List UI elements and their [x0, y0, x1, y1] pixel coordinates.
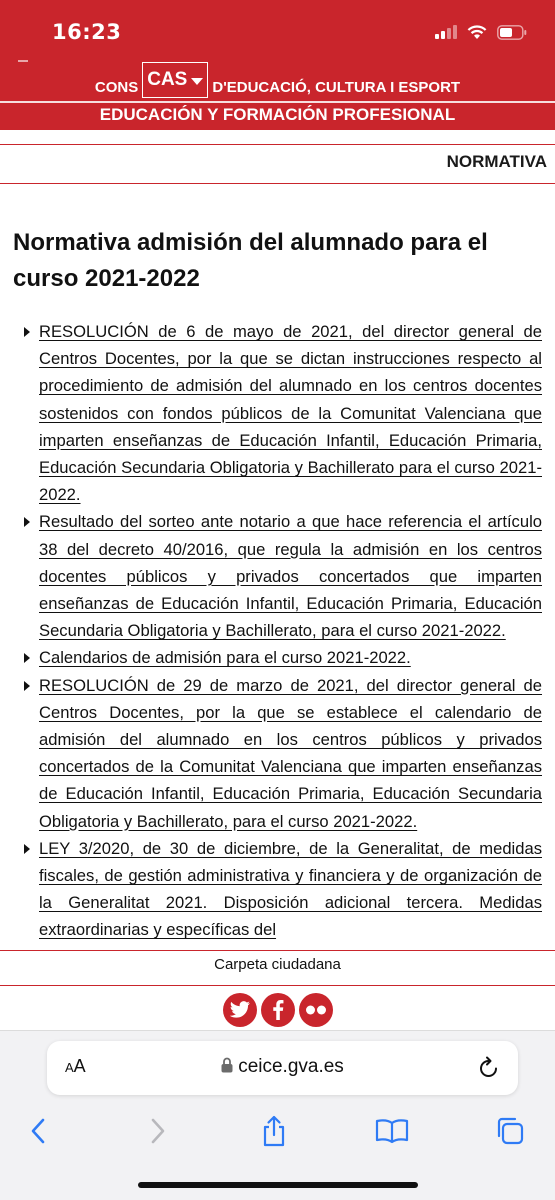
page-title: Normativa admisión del alumnado para el curso 2021-2022 — [13, 229, 488, 292]
language-selector-label: CAS — [147, 69, 188, 90]
list-item — [22, 508, 542, 644]
header-subtitle: EDUCACIÓN Y FORMACIÓN PROFESIONAL — [99, 105, 456, 124]
section-divider-top — [0, 144, 555, 145]
flickr-icon[interactable] — [299, 993, 333, 1027]
citizen-folder-bar[interactable] — [0, 950, 555, 986]
department-left-text: CONS — [94, 78, 139, 96]
bullet-icon — [24, 844, 30, 854]
status-icons — [435, 22, 527, 42]
status-time: 16:23 — [52, 20, 122, 44]
citizen-folder-link[interactable]: Carpeta ciudadana — [214, 956, 341, 973]
url-display[interactable] — [47, 1056, 518, 1078]
section-divider-bottom — [0, 183, 555, 184]
language-selector[interactable] — [142, 62, 208, 98]
reload-icon[interactable] — [478, 1055, 500, 1084]
department-right-text: D'EDUCACIÓ, CULTURA I ESPORT — [212, 78, 461, 96]
address-bar[interactable] — [47, 1041, 518, 1095]
home-indicator — [138, 1182, 418, 1188]
forward-icon[interactable] — [138, 1111, 178, 1151]
share-icon[interactable] — [254, 1111, 294, 1151]
bullet-icon — [24, 681, 30, 691]
list-item — [22, 672, 542, 835]
battery-icon — [497, 25, 527, 40]
document-list — [22, 318, 542, 946]
list-item — [22, 835, 542, 944]
department-line — [0, 69, 555, 100]
document-link[interactable]: RESOLUCIÓN de 6 de mayo de 2021, del director general de Centros Docentes, por la que se dictan instrucciones respecto al procedimiento de admisión del alumnado en los centros docentes sostenidos con fondos públicos de la Comunitat Valenciana que imparten enseñanzas de Educación Infantil, Educación Primaria, Educación Secundaria Obligatoria y Bachillerato para el curso 2021-2022. — [39, 322, 542, 505]
list-item — [22, 318, 542, 508]
tabs-icon[interactable] — [490, 1111, 530, 1151]
lock-icon — [221, 1057, 233, 1073]
wifi-icon — [467, 25, 487, 40]
cellular-signal-icon — [435, 25, 457, 39]
document-link[interactable]: Calendarios de admisión para el curso 2021-2022. — [39, 648, 411, 668]
bullet-icon — [24, 653, 30, 663]
caret-down-icon — [191, 78, 203, 85]
bullet-icon — [24, 327, 30, 337]
section-tag[interactable]: NORMATIVA — [446, 152, 547, 171]
twitter-icon[interactable] — [223, 993, 257, 1027]
site-header — [0, 0, 555, 130]
browser-chrome — [0, 1030, 555, 1200]
facebook-icon[interactable] — [261, 993, 295, 1027]
reader-options-button[interactable]: AA — [65, 1056, 86, 1076]
document-link[interactable]: Resultado del sorteo ante notario a que hace referencia el artículo 38 del decreto 40/2016, que regula la admisión en los centros docentes públicos y privados concertados que imparten enseñanzas de Educación Infantil, Educación Primaria, Educación Secundaria Obligatoria y Bachillerato, para el curso 2021-2022. — [39, 512, 542, 641]
document-link[interactable]: RESOLUCIÓN de 29 de marzo de 2021, del director general de Centros Docentes, por la que se establece el calendario de admisión del alumnado en los centros públicos y privados concertados de la Comunitat Valenciana que imparten enseñanzas de Educación Infantil, Educación Primaria, Educación Secundaria Obligatoria y Bachillerato, para el curso 2021-2022. — [39, 675, 542, 831]
back-icon[interactable] — [18, 1111, 58, 1151]
document-link[interactable]: LEY 3/2020, de 30 de diciembre, de la Generalitat, de medidas fiscales, de gestión administrativa y financiera y de organización de la Generalitat 2021. Disposición adicional tercera. Medidas extraordinarias y específicas del — [39, 838, 542, 940]
browser-toolbar — [0, 1111, 555, 1161]
bookmarks-icon[interactable] — [372, 1111, 412, 1151]
decorative-dash — [18, 60, 28, 62]
bullet-icon — [24, 517, 30, 527]
list-item — [22, 644, 542, 671]
social-links — [0, 993, 555, 1027]
url-text: ceice.gva.es — [238, 1056, 344, 1077]
